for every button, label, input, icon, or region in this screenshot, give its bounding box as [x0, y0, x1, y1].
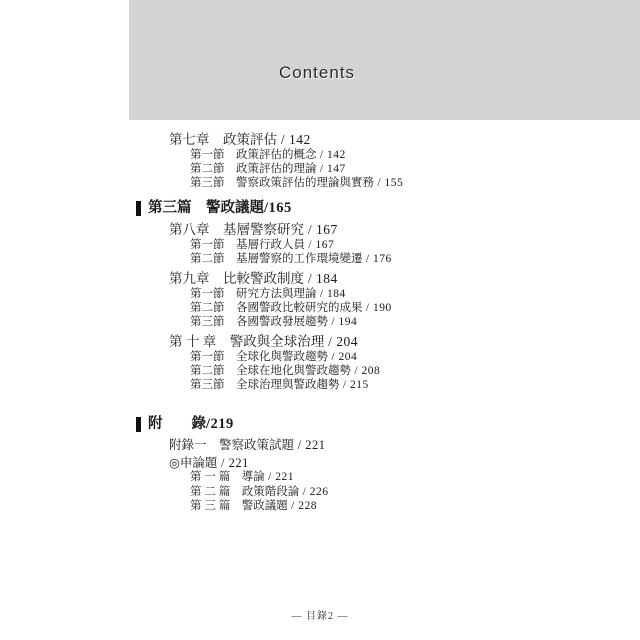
toc-entry-separator: / — [294, 438, 306, 452]
toc-section-entry[interactable] — [0, 150, 640, 162]
toc-entry-separator: / — [316, 287, 327, 300]
toc-section-entry[interactable] — [0, 289, 640, 301]
toc-entry-page: 208 — [361, 364, 381, 377]
toc-entry-page: 176 — [372, 252, 392, 265]
toc-entry-separator: / — [324, 334, 337, 349]
toc-entry-separator: / — [299, 485, 310, 498]
header-band — [129, 0, 640, 120]
toc-entry-page: 215 — [349, 378, 369, 391]
toc-entry-page: 147 — [326, 162, 346, 175]
toc-entry-label: 第一節 基層行政人員 — [190, 238, 305, 251]
table-of-contents — [0, 126, 640, 513]
toc-entry-label: 第九章 比較警政制度 — [169, 271, 304, 286]
toc-section-entry[interactable] — [0, 487, 640, 499]
page-title: Contents — [279, 63, 356, 82]
toc-entry-separator: / — [217, 455, 229, 470]
toc-entry-separator: / — [316, 162, 327, 175]
toc-entry-separator: / — [328, 315, 339, 328]
toc-section-entry[interactable] — [0, 240, 640, 252]
toc-section-entry[interactable] — [0, 352, 640, 364]
toc-entry-separator: / — [362, 301, 373, 314]
toc-section-entry[interactable] — [0, 366, 640, 378]
toc-entry-page: 219 — [210, 416, 234, 433]
toc-entry-page: 167 — [315, 238, 335, 251]
toc-entry-separator: / — [277, 132, 290, 147]
toc-entry-page: 190 — [372, 301, 392, 314]
toc-chapter-entry[interactable] — [0, 223, 640, 237]
toc-entry-page: 155 — [384, 176, 404, 189]
toc-entry-page: 221 — [275, 471, 294, 483]
toc-chapter-entry[interactable] — [0, 335, 640, 349]
toc-appendix-item[interactable] — [0, 439, 640, 452]
toc-entry-label: 附錄一 警察政策試題 — [169, 438, 295, 452]
toc-entry-label: 第 三 篇 警政議題 — [190, 500, 288, 512]
toc-entry-label: 第一節 全球化與警政趨勢 — [190, 350, 328, 363]
toc-chapter-entry[interactable] — [0, 133, 640, 147]
toc-entry-label: 第一節 政策評估的概念 — [190, 148, 317, 161]
toc-entry-label: 第二節 基層警察的工作環境變遷 — [190, 252, 363, 265]
toc-entry-page: 142 — [326, 148, 346, 161]
page-footer: — 目錄2 — — [291, 611, 349, 622]
toc-section-entry[interactable] — [0, 380, 640, 392]
toc-entry-page: 184 — [316, 271, 338, 286]
toc-section-entry[interactable] — [0, 178, 640, 190]
toc-entry-separator: / — [351, 364, 362, 377]
toc-entry-page: 204 — [336, 334, 359, 349]
toc-entry-label: 第三節 各國警政發展趨勢 — [190, 315, 328, 328]
part-marker-icon — [136, 201, 141, 216]
part-marker-icon — [136, 417, 141, 432]
toc-section-entry[interactable] — [0, 254, 640, 266]
toc-section-entry[interactable] — [0, 164, 640, 176]
toc-section-entry[interactable] — [0, 317, 640, 329]
toc-entry-page: 184 — [326, 287, 346, 300]
toc-entry-page: 194 — [338, 315, 358, 328]
toc-entry-label: 第三節 全球治理與警政趨勢 — [190, 378, 340, 391]
toc-entry-label: 第 十 章 警政與全球治理 — [169, 334, 325, 349]
toc-entry-page: 221 — [305, 438, 326, 452]
toc-entry-page: 221 — [228, 455, 249, 470]
toc-entry-page: 142 — [289, 132, 311, 147]
toc-entry-separator: / — [328, 350, 339, 363]
toc-entry-separator: / — [264, 471, 276, 483]
toc-entry-page: 204 — [338, 350, 358, 363]
toc-entry-label: 第 二 篇 政策階段論 — [190, 485, 300, 498]
toc-part-entry[interactable] — [0, 201, 640, 216]
toc-chapter-entry[interactable] — [0, 272, 640, 286]
toc-entry-label: 第 一 篇 導論 — [190, 471, 265, 483]
toc-entry-label: ◎申論題 — [169, 455, 218, 470]
toc-appendix-entry[interactable] — [0, 417, 640, 432]
toc-entry-label: 第七章 政策評估 — [169, 132, 277, 147]
toc-entry-separator: / — [206, 416, 211, 433]
toc-entry-separator: / — [339, 378, 350, 391]
toc-section-entry[interactable] — [0, 472, 640, 484]
toc-entry-label: 第一節 研究方法與理論 — [190, 287, 317, 300]
toc-entry-separator: / — [305, 238, 316, 251]
toc-entry-separator: / — [304, 271, 317, 286]
toc-entry-page: 165 — [268, 200, 292, 217]
toc-entry-label: 第八章 基層警察研究 — [169, 222, 304, 237]
toc-entry-page: 228 — [298, 500, 317, 512]
toc-entry-separator: / — [287, 500, 299, 512]
toc-section-entry[interactable] — [0, 501, 640, 513]
toc-entry-separator: / — [316, 148, 327, 161]
toc-entry-separator: / — [264, 200, 269, 217]
toc-entry-label: 第三節 警察政策評估的理論與實務 — [190, 176, 374, 189]
toc-entry-label: 第二節 政策評估的理論 — [190, 162, 317, 175]
toc-section-entry[interactable] — [0, 303, 640, 315]
toc-entry-separator: / — [362, 252, 373, 265]
toc-appendix-item[interactable] — [0, 457, 640, 470]
toc-entry-label: 第三篇 警政議題 — [148, 200, 264, 217]
toc-entry-label: 第二節 各國警政比較研究的成果 — [190, 301, 363, 314]
toc-entry-page: 167 — [316, 222, 338, 237]
toc-entry-label: 第二節 全球在地化與警政趨勢 — [190, 364, 351, 377]
toc-entry-page: 226 — [309, 485, 329, 498]
toc-entry-label: 附 錄 — [148, 416, 206, 433]
toc-entry-separator: / — [374, 176, 385, 189]
toc-entry-separator: / — [304, 222, 317, 237]
